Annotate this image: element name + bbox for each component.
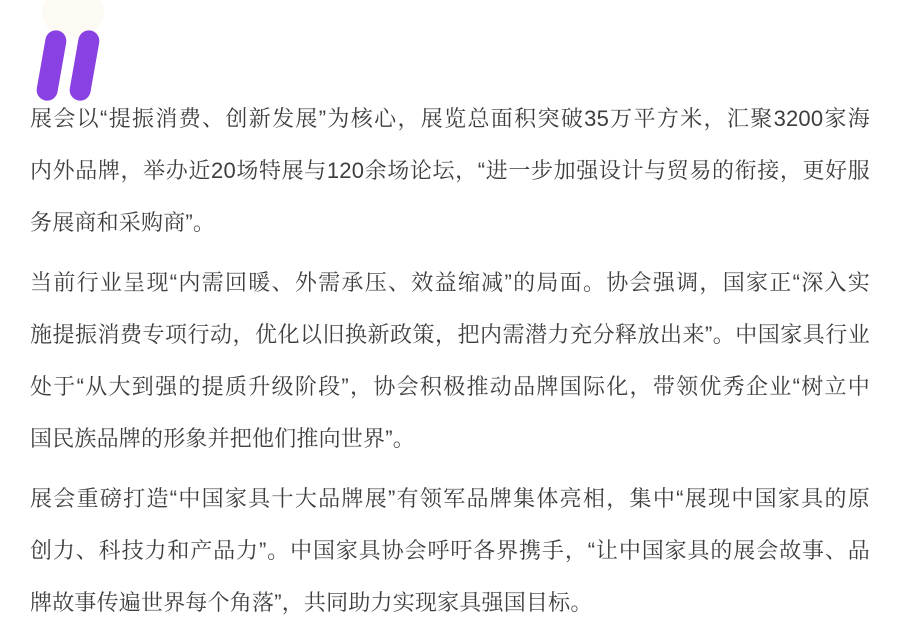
text-line: 施提振消费专项行动，优化以旧换新政策，把内需潜力充分释放出来”。中国家具行业 [30, 322, 870, 347]
text-line: 创力、科技力和产品力”。中国家具协会呼吁各界携手，“让中国家具的展会故事、品 [30, 538, 870, 563]
paragraph [30, 93, 870, 249]
article-body [30, 93, 870, 637]
text-line: 处于“从大到强的提质升级阶段”，协会积极推动品牌国际化，带领优秀企业“树立中 [30, 374, 870, 399]
text-line: 牌故事传遍世界每个角落”，共同助力实现家具强国目标。 [30, 590, 593, 615]
text-line: 当前行业呈现“内需回暖、外需承压、效益缩减”的局面。协会强调，国家正“深入实 [30, 270, 870, 295]
quote-bar-right [68, 29, 101, 103]
text-line: 内外品牌，举办近20场特展与120余场论坛，“进一步加强设计与贸易的衔接，更好服 [30, 158, 870, 183]
paragraph [30, 257, 870, 465]
quote-bar-left [35, 29, 68, 103]
text-line: 务展商和采购商”。 [30, 210, 216, 235]
text-line: 国民族品牌的形象并把他们推向世界”。 [30, 426, 415, 451]
paragraph [30, 473, 870, 629]
text-line: 展会重磅打造“中国家具十大品牌展”有领军品牌集体亮相，集中“展现中国家具的原 [30, 486, 870, 511]
text-line: 展会以“提振消费、创新发展”为核心，展览总面积突破35万平方米，汇聚3200家海 [30, 106, 870, 131]
